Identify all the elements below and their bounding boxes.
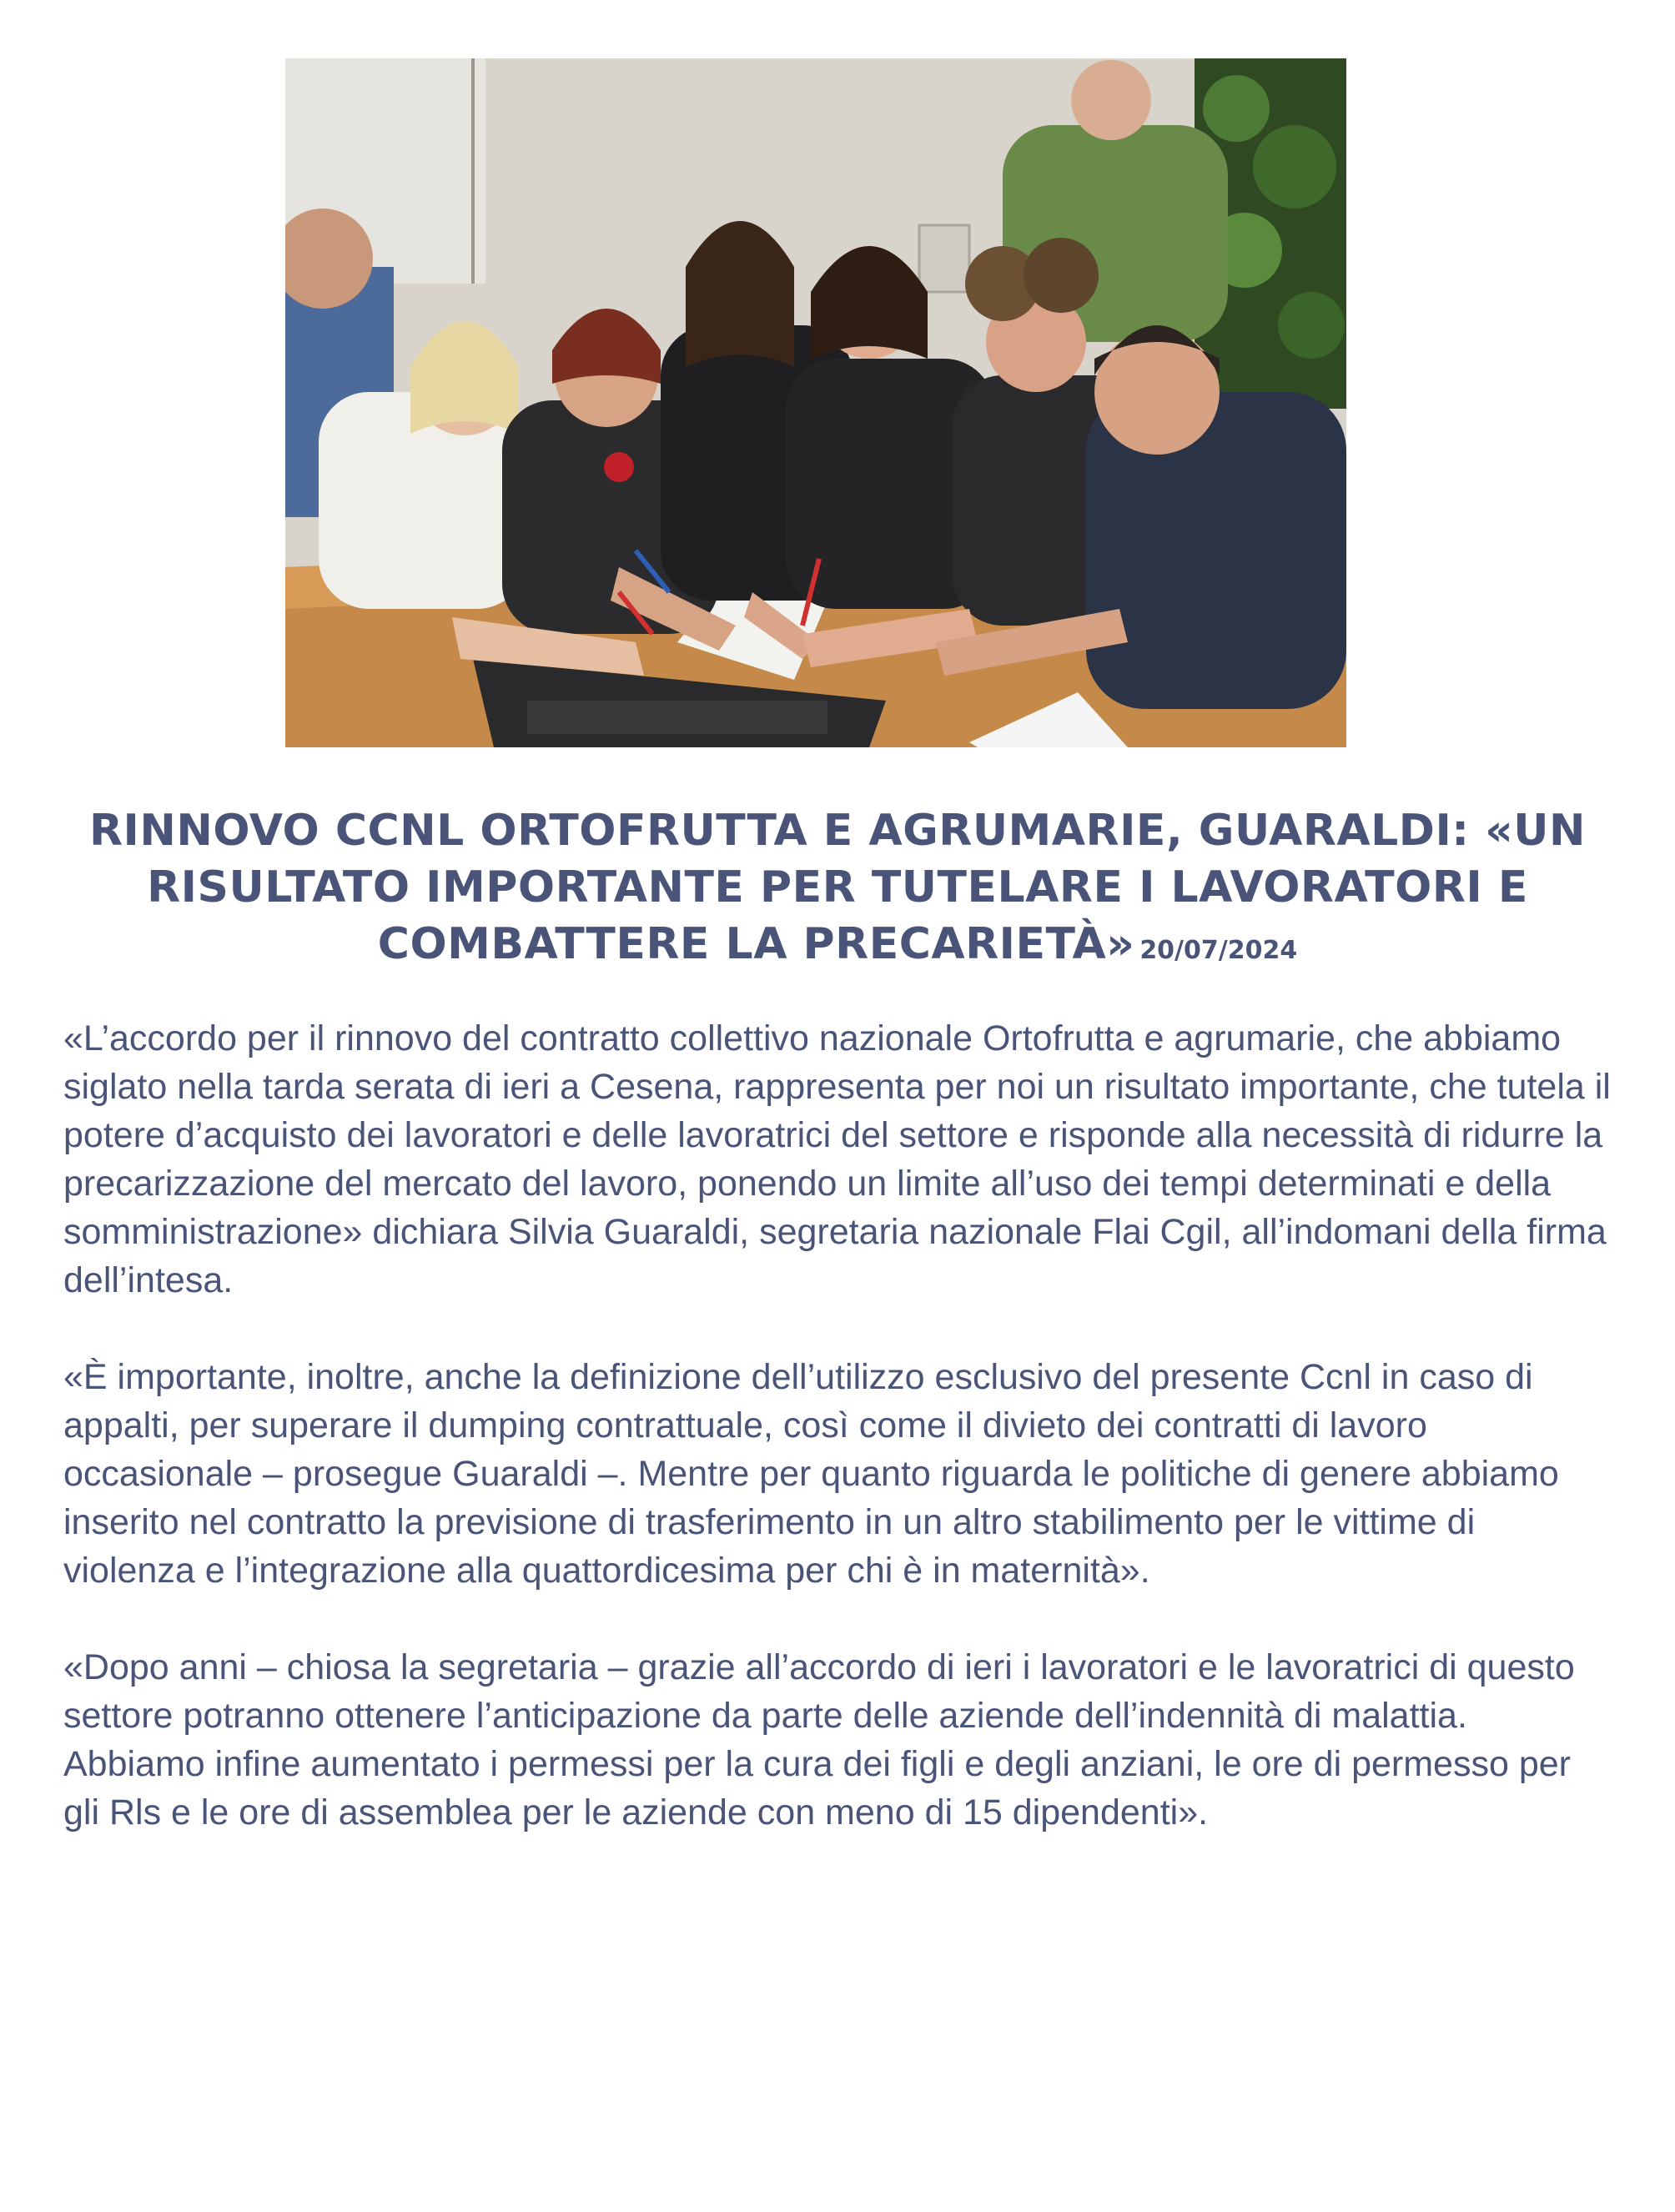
- article-title: [50, 802, 1625, 979]
- article-body: [63, 1014, 1615, 1885]
- signing-photo-illustration: [285, 58, 1346, 747]
- article-title-text: RINNOVO CCNL ORTOFRUTTA E AGRUMARIE, GUARALDI: «UN RISULTATO IMPORTANTE PER TUTELARE I LAVORATORI E COMBATTERE LA PRECARIETÀ»: [88, 806, 1587, 969]
- article-date: 20/07/2024: [1139, 936, 1298, 965]
- article-paragraph: «L’accordo per il rinnovo del contratto collettivo nazionale Ortofrutta e agrumarie, che abbiamo siglato nella tarda serata di ieri a Cesena, rappresenta per noi un risultato importante, che tutela il potere d’acquisto dei lavoratori e delle lavoratrici del settore e risponde alla necessità di ridurre la precarizzazione del mercato del lavoro, ponendo un limite all’uso dei tempi determinati e della somministrazione» dichiara Silvia Guaraldi, segretaria nazionale Flai Cgil, all’indomani della firma dell’intesa.: [63, 1018, 1611, 1300]
- article-paragraph: «Dopo anni – chiosa la segretaria – grazie all’accordo di ieri i lavoratori e le lavoratrici di questo settore potranno ottenere l’anticipazione da parte delle aziende dell’indennità di malattia. Abbiamo infine aumentato i permessi per la cura dei figli e degli anziani, le ore di permesso per gli Rls e le ore di assemblea per le aziende con meno di 15 dipendenti».: [63, 1647, 1575, 1832]
- article-paragraph: «È importante, inoltre, anche la definizione dell’utilizzo esclusivo del presente Ccnl in caso di appalti, per superare il dumping contrattuale, così come il divieto dei contratti di lavoro occasionale – prosegue Guaraldi –. Mentre per quanto riguarda le politiche di genere abbiamo inserito nel contratto la previsione di trasferimento in un altro stabilimento per le vittime di violenza e l’integrazione alla quattordicesima per chi è in maternità».: [63, 1357, 1559, 1591]
- article-photo: [285, 58, 1346, 747]
